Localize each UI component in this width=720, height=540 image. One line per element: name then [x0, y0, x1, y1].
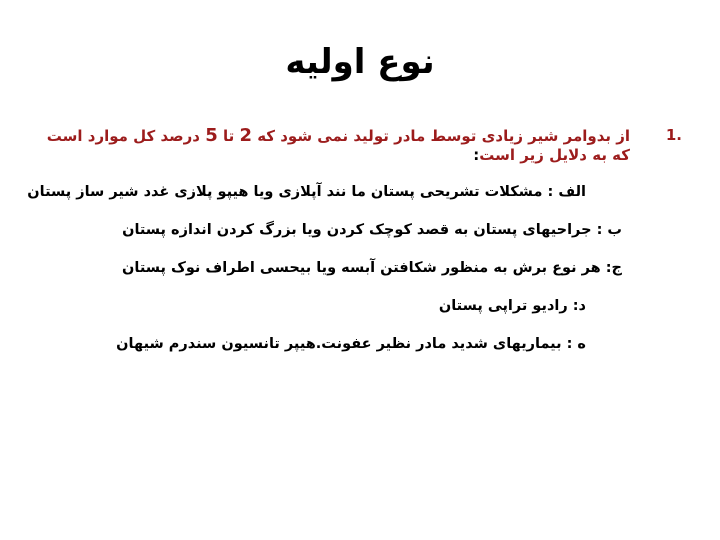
slide-content [27, 125, 682, 353]
sub-item-alef: الف : مشکلات تشریحی پستان ما نند آپلازی ویا هیپو پلازی غدد شیر ساز پستان [27, 184, 586, 200]
bullet-number: 1. [665, 126, 682, 144]
slide-title: نوع اولیه [285, 42, 435, 82]
sub-item-list [27, 183, 630, 353]
sub-item-jim: ج: هر نوع برش به منظور شکافتن آبسه ویا بیحسی اطراف نوک پستان [122, 260, 622, 276]
bullet-text [30, 126, 630, 165]
bullet-number-5: 5 [205, 125, 218, 146]
sub-item-be: ب : جراحیهای پستان به قصد کوچک کردن ویا بزرگ کردن اندازه پستان [122, 222, 622, 238]
sub-item-dal: د: رادیو تراپی پستان [438, 298, 586, 314]
bullet-text-part-a: از بدوامر شیر زیادی توسط مادر تولید نمی شود که [251, 127, 630, 145]
bullet-point-1 [27, 125, 682, 353]
bullet-number-2: 2 [239, 125, 252, 146]
sub-item-he: ه : بیماریهای شدید مادر نظیر عفونت.هیپر تانسیون سندرم شیهان [116, 336, 586, 352]
bullet-text-part-c: درصد کل موارد است که به دلایل زیر است [46, 127, 630, 164]
bullet-colon: : [473, 146, 480, 164]
bullet-text-part-b: تا [217, 127, 240, 145]
